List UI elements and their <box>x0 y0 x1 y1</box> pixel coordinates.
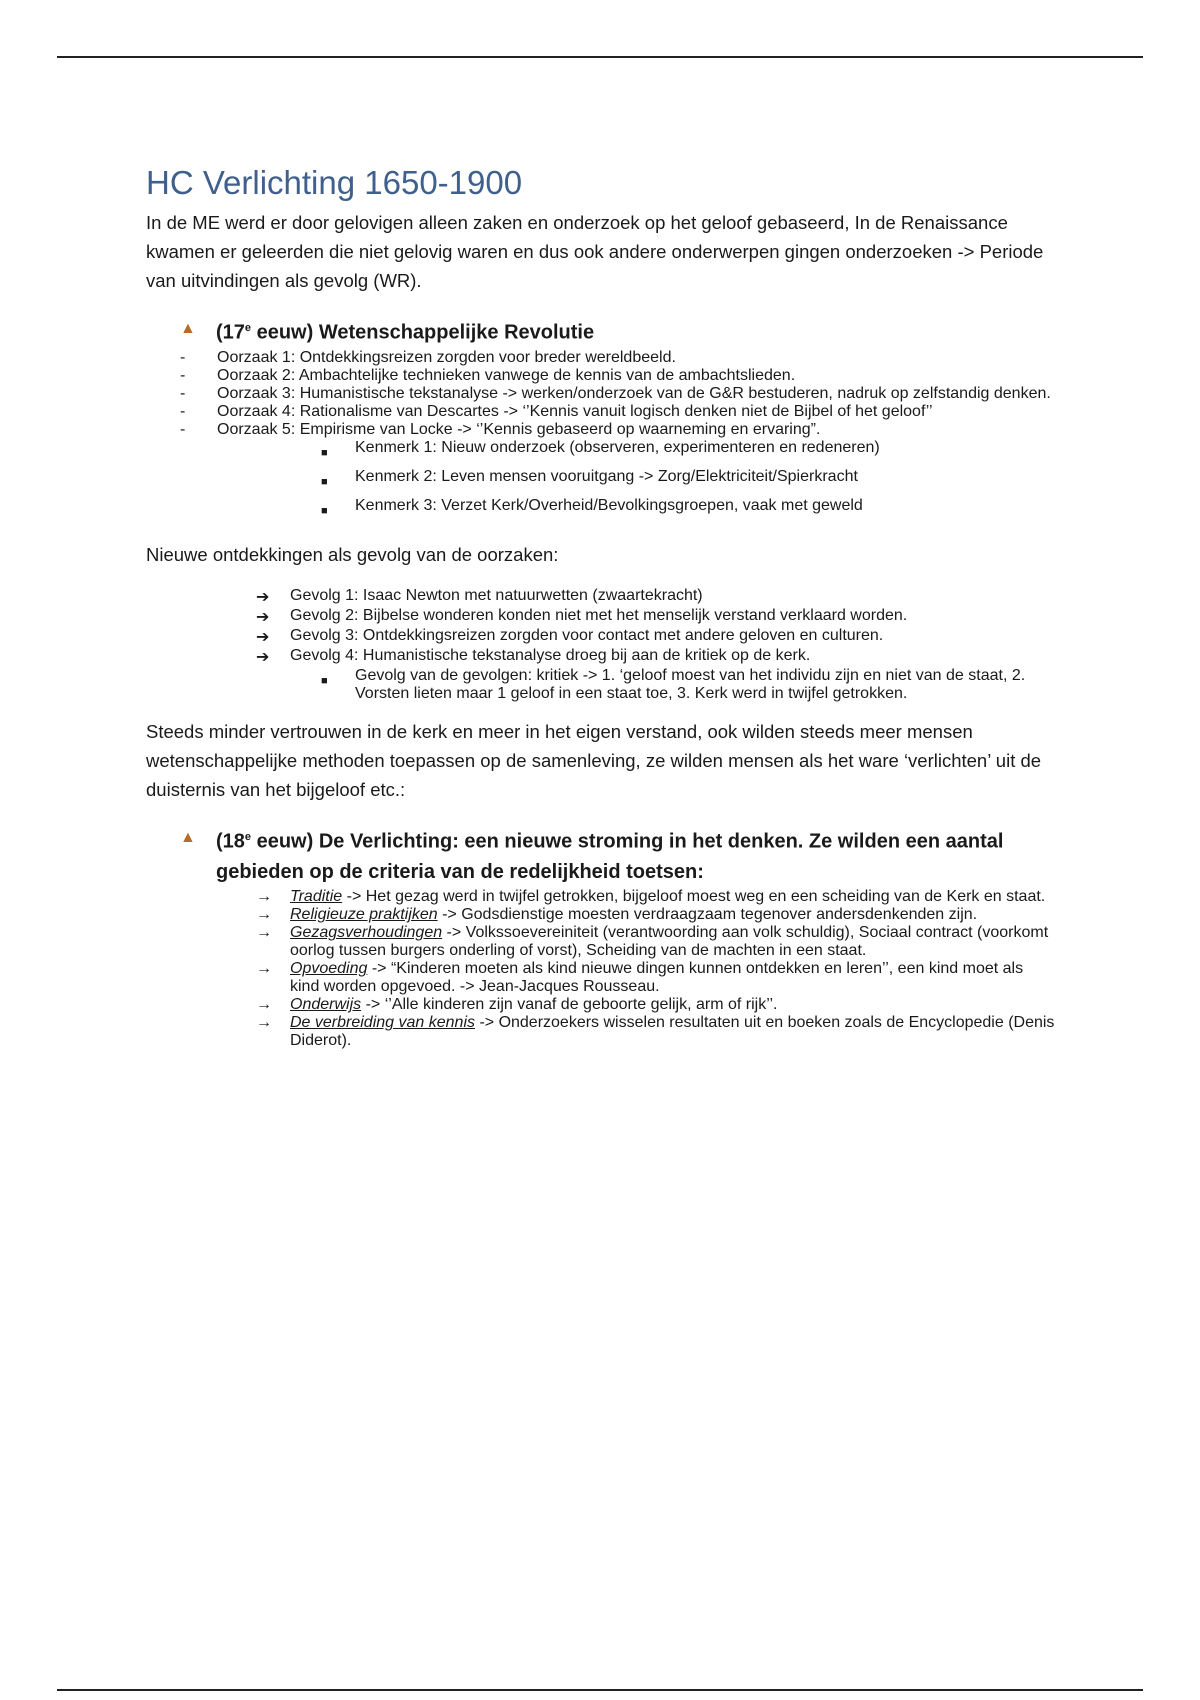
section-heading-scientific-revolution: ▲ (17e eeuw) Wetenschappelijke Revolutie <box>146 313 1056 349</box>
arrow-right-icon: → <box>256 1014 272 1032</box>
list-item: ■ Gevolg van de gevolgen: kritiek -> 1. ‘geloof moest van het individu zijn en niet van de staat, 2. Vorsten lieten maar 1 geloof in een staat toe, 3. Kerk werd in twijfel getrokken. <box>321 666 1026 702</box>
list-item: ■ Kenmerk 2: Leven mensen vooruitgang -> Zorg/Elektriciteit/Spierkracht <box>321 468 1056 497</box>
list-item: ➔ Gevolg 3: Ontdekkingsreizen zorgden voor contact met andere geloven en culturen. <box>256 626 884 646</box>
list-item: → Opvoeding -> “Kinderen moeten als kind nieuwe dingen kunnen ontdekken en leren’’, een kind moet als kind worden opgevoed. -> Jean-Jacques Rousseau. <box>256 960 1024 996</box>
square-bullet-icon: ■ <box>321 504 328 517</box>
list-item: - Oorzaak 1: Ontdekkingsreizen zorgden voor breder wereldbeeld. <box>180 348 676 366</box>
arrow-right-icon: → <box>256 996 272 1014</box>
list-item: ■ Kenmerk 3: Verzet Kerk/Overheid/Bevolkingsgroepen, vaak met geweld <box>321 497 1056 526</box>
header-rule <box>57 56 1143 58</box>
list-item: ■ Kenmerk 1: Nieuw onderzoek (observeren, experimenteren en redeneren) <box>321 439 1056 468</box>
arrow-bullet-icon: ▲ <box>180 320 196 337</box>
list-item: → Traditie -> Het gezag werd in twijfel getrokken, bijgeloof moest weg en een scheiding van de Kerk en staat. <box>256 888 1046 906</box>
section-heading-enlightenment: ▲ (18e eeuw) De Verlichting: een nieuwe stroming in het denken. Ze wilden een aantal gebieden op de criteria van de redelijkheid toetsen: <box>146 822 1056 889</box>
transition-paragraph: Steeds minder vertrouwen in de kerk en meer in het eigen verstand, ook wilden steeds meer mensen wetenschappelijke methoden toepassen op de samenleving, ze wilden mensen als het ware ‘verlichten’ uit de duisternis van het bijgeloof etc.: <box>146 720 1042 800</box>
arrow-bullet-icon: ▲ <box>180 828 196 846</box>
list-item: → Gezagsverhoudingen -> Volkssoevereiniteit (verantwoording aan volk schuldig), Sociaal contract (voorkomt oorlog tussen burgers onderling of vorst), Scheiding van de machten in een staat. <box>256 924 1049 960</box>
arrow-right-icon: ➔ <box>256 628 270 646</box>
page-title: HC Verlichting 1650-1900 <box>146 164 523 201</box>
arrow-right-icon: → <box>256 960 272 978</box>
list-item: ➔ Gevolg 1: Isaac Newton met natuurwetten (zwaartekracht) <box>256 586 703 606</box>
arrow-right-icon: ➔ <box>256 608 270 626</box>
list-item: ➔ Gevolg 2: Bijbelse wonderen konden niet met het menselijk verstand verklaard worden. <box>256 606 908 626</box>
arrow-right-icon: ➔ <box>256 648 270 666</box>
list-item: - Oorzaak 2: Ambachtelijke technieken vanwege de kennis van de ambachtslieden. <box>180 366 796 384</box>
arrow-right-icon: ➔ <box>256 588 270 606</box>
document-body <box>146 162 1056 1050</box>
square-bullet-icon: ■ <box>321 446 328 459</box>
intro-paragraph: In de ME werd er door gelovigen alleen zaken en onderzoek op het geloof gebaseerd, In de Renaissance kwamen er geleerden die niet gelovig waren en dus ook andere onderwerpen gingen onderzoeken -> Periode van uitvindingen als gevolg (WR). <box>146 212 1044 291</box>
footer-rule <box>57 1689 1143 1691</box>
list-item: ➔ Gevolg 4: Humanistische tekstanalyse droeg bij aan de kritiek op de kerk. <box>256 646 811 666</box>
arrow-right-icon: → <box>256 924 272 942</box>
square-bullet-icon: ■ <box>321 674 328 687</box>
square-bullet-icon: ■ <box>321 475 328 488</box>
list-item: → De verbreiding van kennis -> Onderzoekers wisselen resultaten uit en boeken zoals de Encyclopedie (Denis Diderot). <box>256 1014 1055 1050</box>
list-item: - Oorzaak 4: Rationalisme van Descartes -> ‘’Kennis vanuit logisch denken niet de Bijbel of het geloof’’ <box>180 402 933 420</box>
list-item: → Onderwijs -> ‘’Alle kinderen zijn vanaf de geboorte gelijk, arm of rijk’’. <box>256 996 778 1014</box>
discoveries-intro: Nieuwe ontdekkingen als gevolg van de oorzaken: <box>146 543 559 565</box>
arrow-right-icon: → <box>256 906 272 924</box>
list-item: - Oorzaak 5: Empirisme van Locke -> ‘’Kennis gebaseerd op waarneming en ervaring”. <box>180 420 821 438</box>
list-item: → Religieuze praktijken -> Godsdienstige moesten verdraagzaam tegenover andersdenkenden zijn. <box>256 906 978 924</box>
list-item: - Oorzaak 3: Humanistische tekstanalyse -> werken/onderzoek van de G&R bestuderen, nadruk op zelfstandig denken. <box>180 384 1051 402</box>
arrow-right-icon: → <box>256 888 272 906</box>
